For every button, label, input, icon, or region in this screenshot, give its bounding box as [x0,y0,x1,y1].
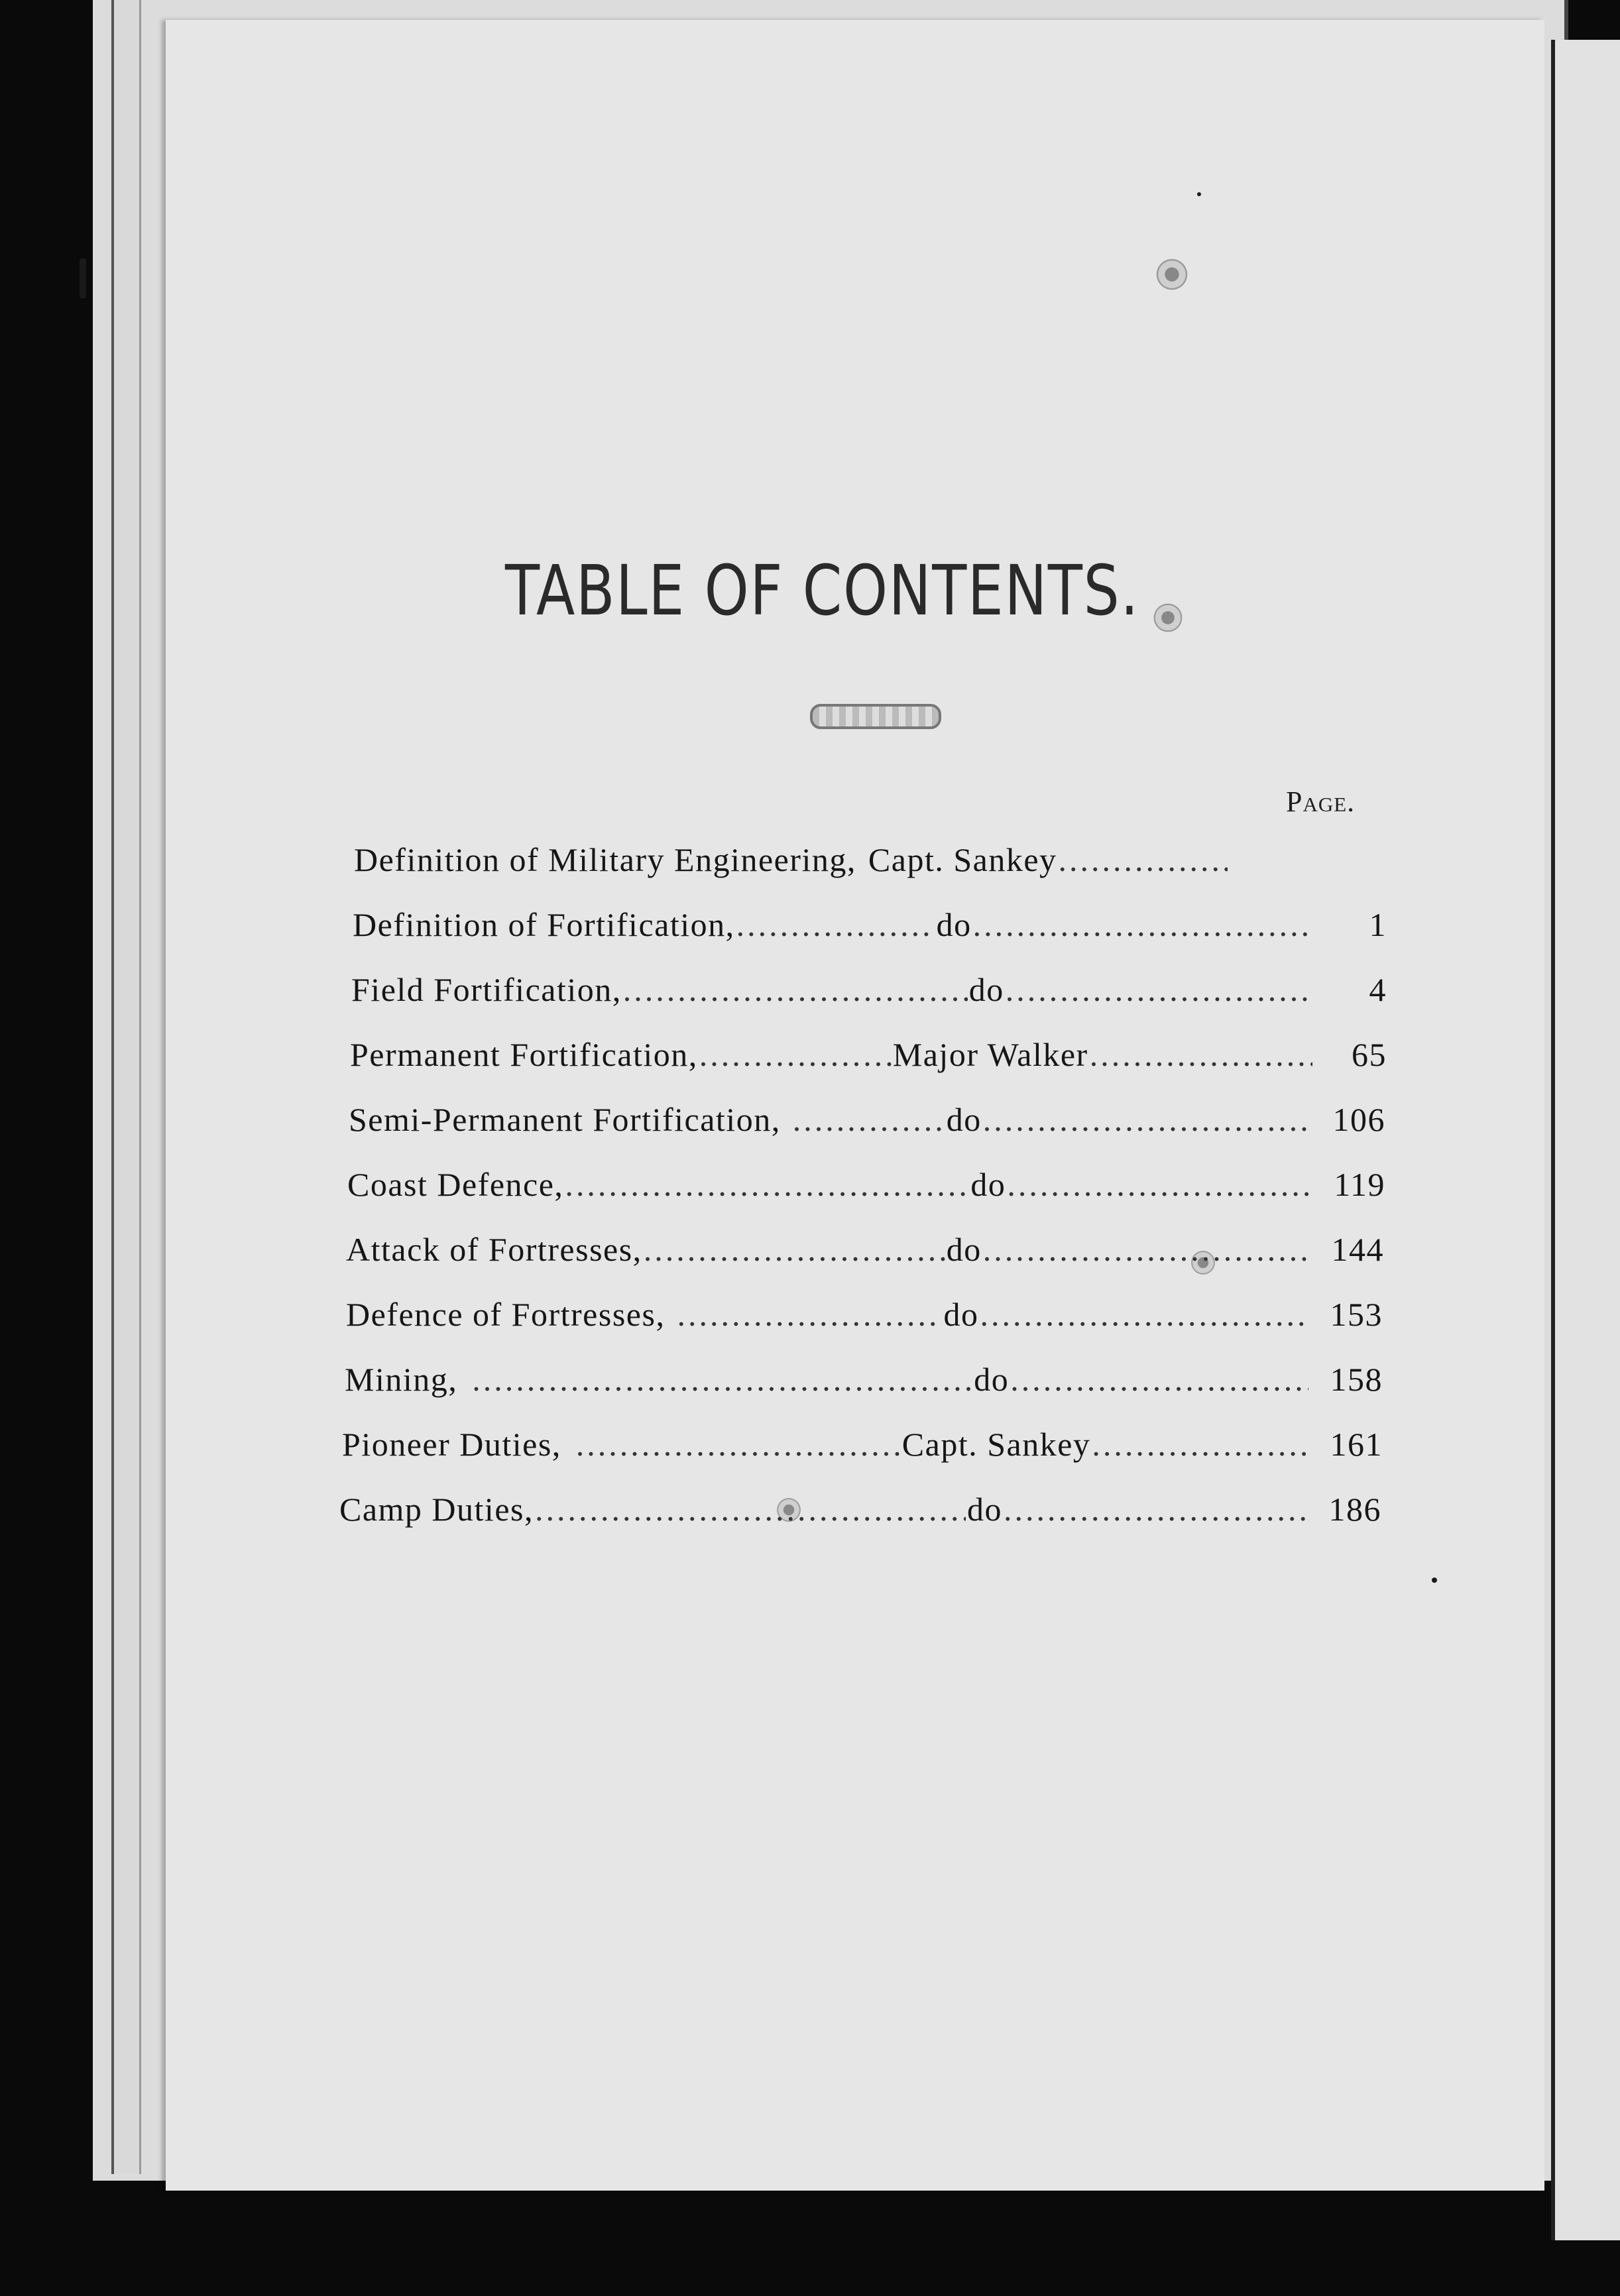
dot-leader [576,1425,901,1464]
toc-entry [345,1360,1383,1399]
toc-topic: Mining, [345,1361,458,1398]
toc-topic: Definition of Military Engineering, [354,841,856,878]
toc-topic: Attack of Fortresses, [346,1231,642,1268]
dot-leader [677,1295,942,1334]
toc-topic: Permanent Fortification, [350,1036,698,1073]
dot-leader [793,1100,945,1139]
toc-page-number: 4 [1369,971,1387,1008]
page-title: TABLE OF CONTENTS. [504,550,1140,631]
dot-leader [983,1100,1311,1139]
dot-leader [983,1230,1310,1269]
toc-author: Capt. Sankey [868,841,1057,878]
dot-leader [623,970,968,1009]
toc-topic: Pioneer Duties, [342,1426,561,1463]
dot-leader [644,1230,945,1269]
toc-page-number: 161 [1330,1426,1383,1463]
dot-leader [472,1360,972,1399]
toc-author: do [943,1296,979,1333]
toc-author: Capt. Sankey [901,1426,1091,1463]
toc-topic: Semi-Permanent Fortification, [349,1101,781,1138]
toc-entry [354,840,1302,879]
toc-entry [346,1295,1383,1334]
page-column-label: Page. [1286,785,1356,818]
toc-author: Major Walker [892,1036,1088,1073]
toc-entry [350,1035,1387,1074]
toc-author: do [946,1231,982,1268]
toc-author: do [936,906,972,943]
toc-page-number: 144 [1331,1231,1384,1268]
dot-leader [1059,840,1228,879]
toc-entry [342,1425,1383,1464]
dot-leader [1010,1360,1308,1399]
toc-entry [339,1490,1381,1528]
toc-topic: Coast Defence, [347,1166,564,1203]
dot-leader [973,905,1312,944]
toc-author: do [946,1101,982,1138]
dot-leader [736,905,935,944]
dot-leader [980,1295,1308,1334]
toc-topic: Field Fortification, [351,971,622,1008]
toc-page-number: 65 [1352,1036,1387,1073]
toc-page-number: 1 [1369,906,1387,943]
toc-page-number: 106 [1332,1101,1385,1138]
dot-leader [1090,1035,1312,1074]
toc-page-number: 153 [1330,1296,1383,1333]
dot-leader [1004,1490,1307,1528]
toc-page-number: 119 [1334,1166,1385,1203]
toc-entry [349,1100,1385,1139]
dot-leader [1092,1425,1308,1464]
dot-leader [535,1490,966,1528]
toc-page-number: 158 [1330,1361,1383,1398]
toc-entry [346,1230,1384,1269]
toc-topic: Camp Duties, [339,1491,534,1528]
dot-leader [699,1035,892,1074]
dot-leader [565,1165,969,1204]
toc-page-number: 186 [1328,1491,1381,1528]
toc-author: do [974,1361,1010,1398]
toc-author: do [966,1491,1002,1528]
toc-entry [353,905,1387,944]
toc-topic: Definition of Fortification, [353,906,735,943]
toc-topic: Defence of Fortresses, [346,1296,665,1333]
toc-entry [351,970,1387,1009]
dot-leader [1007,1165,1311,1204]
toc-entry [347,1165,1385,1204]
toc-author: do [968,971,1004,1008]
toc-author: do [970,1166,1006,1203]
dot-leader [1006,970,1312,1009]
